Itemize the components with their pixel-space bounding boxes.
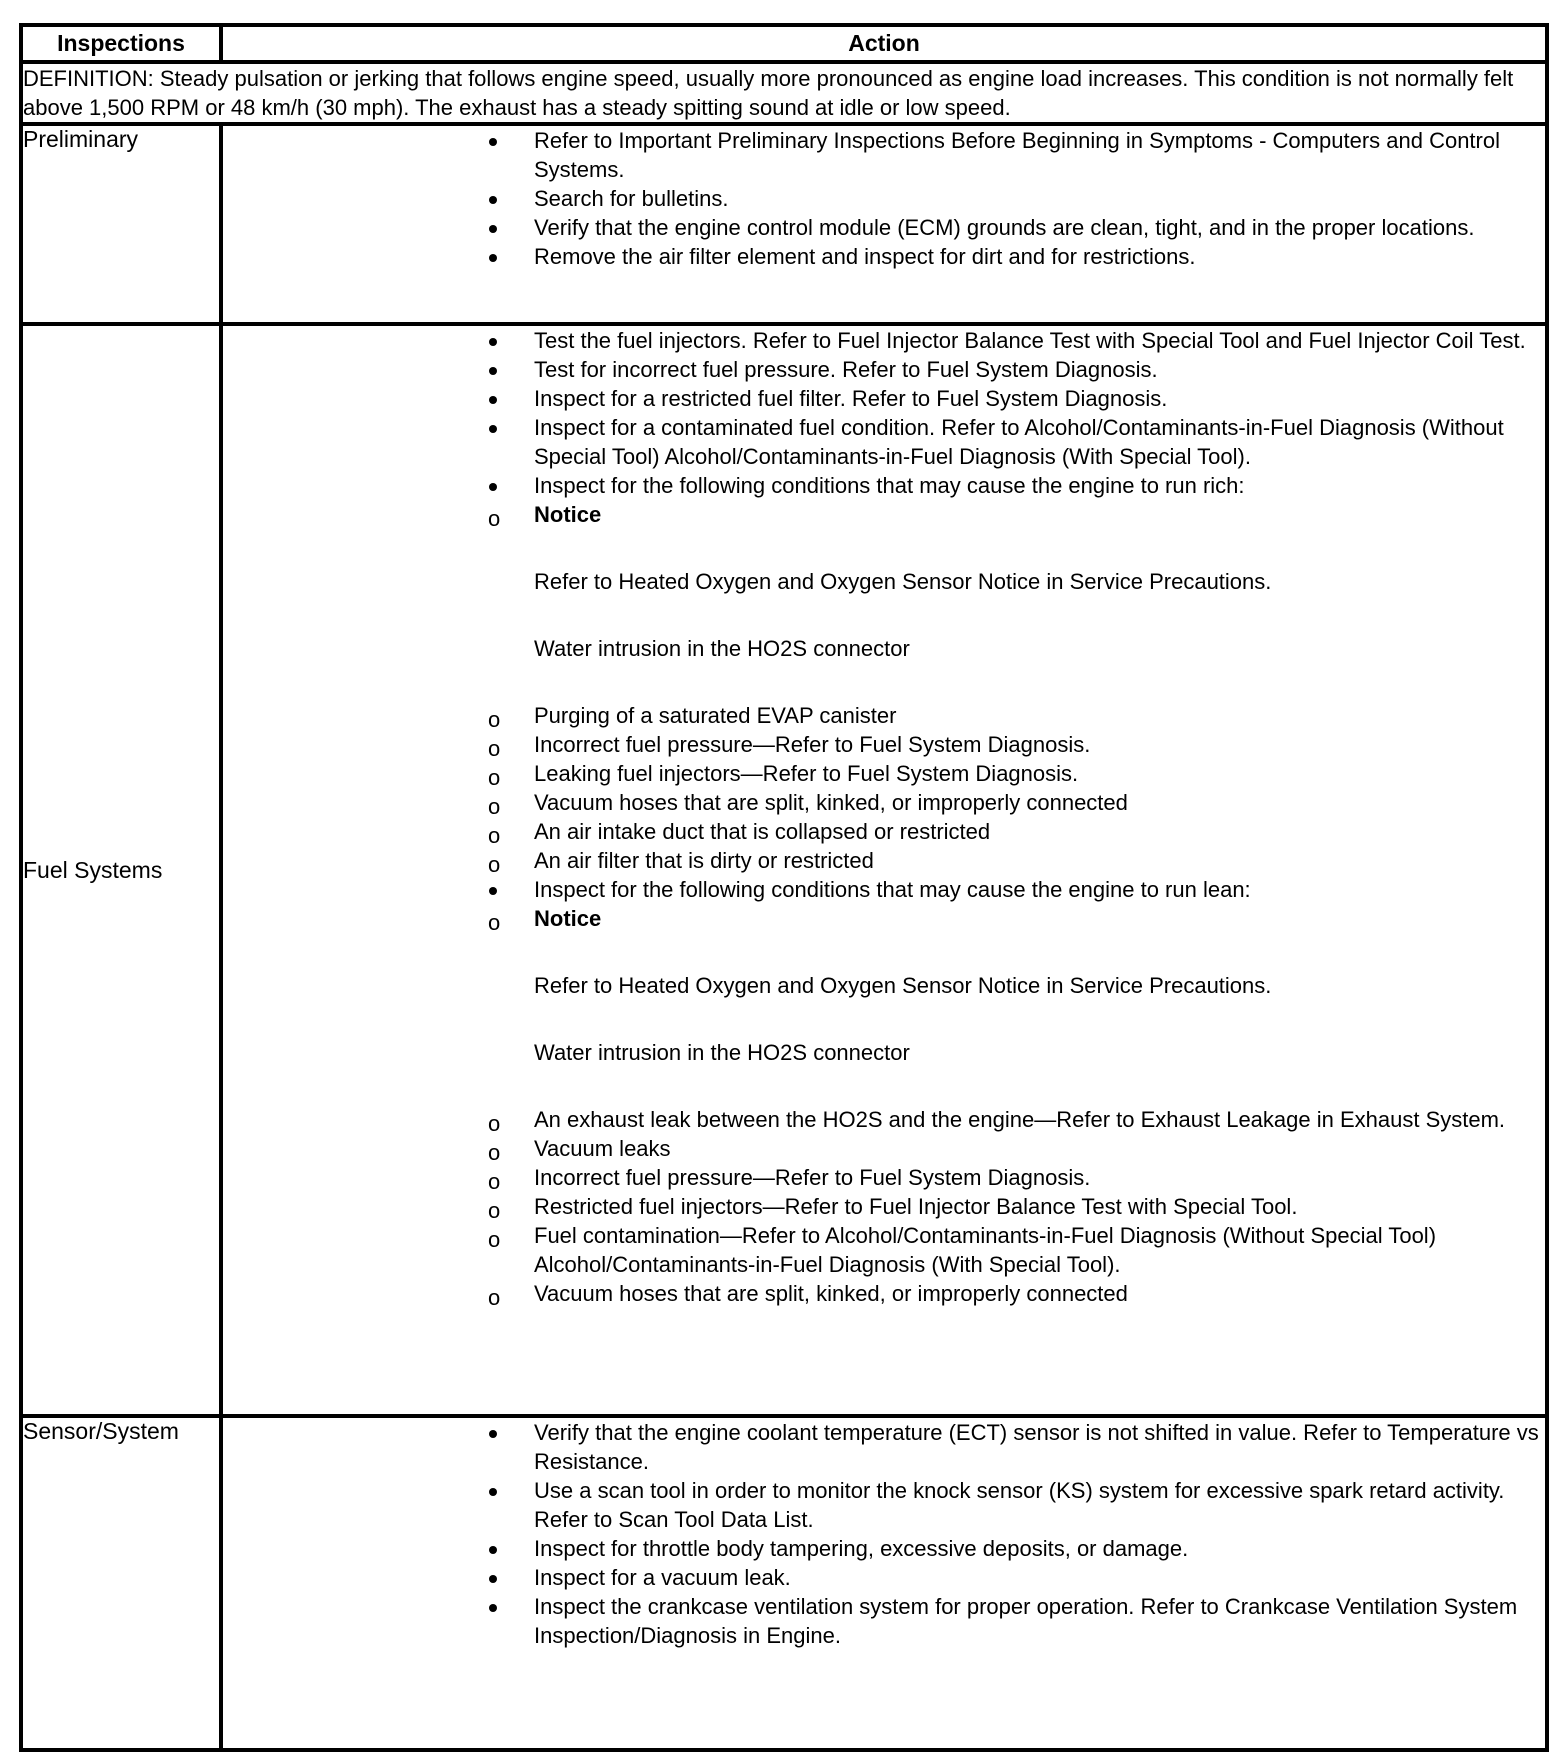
list-item: o Vacuum leaks	[488, 1136, 671, 1165]
notice-item	[434, 904, 1545, 1105]
list-item: Inspect the crankcase ventilation system for proper operation. Refer to Crankcase Ventilation System Inspection/Diagnosis in Engine.	[223, 1592, 1545, 1650]
list-item: Verify that the engine control module (ECM) grounds are clean, tight, and in the proper locations.	[223, 213, 1545, 242]
list-item: Test the fuel injectors. Refer to Fuel Injector Balance Test with Special Tool and Fuel Injector Coil Test.	[223, 326, 1545, 355]
list-item: Search for bulletins.	[223, 184, 1545, 213]
bullet-icon	[489, 396, 497, 404]
list-item: o Vacuum hoses that are split, kinked, or improperly connected	[488, 1281, 1128, 1310]
table-row	[21, 1416, 1547, 1750]
bullet-icon	[489, 1604, 497, 1612]
list-item: Use a scan tool in order to monitor the knock sensor (KS) system for excessive spark retard activity. Refer to Scan Tool Data List.	[223, 1476, 1545, 1534]
circle-bullet-icon: o	[488, 506, 501, 531]
actions-sensor-system	[221, 1416, 1547, 1750]
notice-text: Refer to Heated Oxygen and Oxygen Sensor Notice in Service Precautions.	[534, 569, 1272, 594]
list-item: Inspect for a vacuum leak.	[223, 1563, 1545, 1592]
list-item: Inspect for throttle body tampering, excessive deposits, or damage.	[223, 1534, 1545, 1563]
bullet-icon	[489, 1546, 497, 1554]
list-item: Test for incorrect fuel pressure. Refer to Fuel System Diagnosis.	[223, 355, 1545, 384]
bullet-icon	[489, 196, 497, 204]
circle-bullet-icon: o	[488, 736, 501, 761]
list-item: Refer to Important Preliminary Inspections Before Beginning in Symptoms - Computers and Control Systems.	[223, 126, 1545, 184]
bullet-icon	[489, 254, 497, 262]
notice-title: Notice	[534, 906, 602, 931]
row-label-sensor-system: Sensor/System	[21, 1416, 221, 1750]
list-item: o Vacuum hoses that are split, kinked, or improperly connected	[488, 790, 1128, 819]
circle-bullet-icon: o	[488, 1285, 501, 1310]
row-label-fuel-systems: Fuel Systems	[21, 324, 221, 1416]
list-item: o Incorrect fuel pressure—Refer to Fuel System Diagnosis.	[488, 1165, 1091, 1194]
row-label-preliminary: Preliminary	[21, 124, 221, 324]
list-item: o Restricted fuel injectors—Refer to Fuel Injector Balance Test with Special Tool.	[488, 1194, 1298, 1223]
list-item: o Fuel contamination—Refer to Alcohol/Contaminants-in-Fuel Diagnosis (Without Special Tool) Alcohol/Contaminants-in-Fuel Diagnosis (With Special Tool).	[488, 1223, 1437, 1277]
bullet-icon	[489, 138, 497, 146]
circle-bullet-icon: o	[488, 823, 501, 848]
actions-preliminary	[221, 124, 1547, 324]
bullet-icon	[489, 367, 497, 375]
circle-bullet-icon: o	[488, 1111, 501, 1136]
notice-extra: Water intrusion in the HO2S connector	[534, 636, 910, 661]
notice-text: Refer to Heated Oxygen and Oxygen Sensor Notice in Service Precautions.	[534, 973, 1272, 998]
list-item: Inspect for a restricted fuel filter. Refer to Fuel System Diagnosis.	[223, 384, 1545, 413]
list-item: o An air intake duct that is collapsed or restricted	[488, 819, 991, 848]
bullet-icon	[489, 483, 497, 491]
circle-bullet-icon: o	[488, 852, 501, 877]
bullet-icon	[489, 425, 497, 433]
circle-bullet-icon: o	[488, 794, 501, 819]
list-item: o Purging of a saturated EVAP canister	[488, 703, 897, 732]
bullet-icon	[489, 1488, 497, 1496]
bullet-icon	[489, 1575, 497, 1583]
notice-title: Notice	[534, 502, 602, 527]
header-row	[21, 25, 1547, 62]
circle-bullet-icon: o	[488, 1198, 501, 1223]
list-item: o Leaking fuel injectors—Refer to Fuel System Diagnosis.	[488, 761, 1079, 790]
bullet-icon	[489, 1430, 497, 1438]
inspections-header: Inspections	[21, 25, 221, 62]
bullet-icon	[489, 887, 497, 895]
actions-fuel-systems	[221, 324, 1547, 1416]
action-header: Action	[221, 25, 1547, 62]
table-row	[21, 324, 1547, 1416]
circle-bullet-icon: o	[488, 1169, 501, 1194]
bullet-icon	[489, 225, 497, 233]
list-item: o An exhaust leak between the HO2S and the engine—Refer to Exhaust Leakage in Exhaust System.	[488, 1107, 1506, 1136]
list-item: Inspect for the following conditions that may cause the engine to run lean: o Notice Refer to Heated Oxygen and Oxygen Sensor Notice in Service Precautions. Water intrusion in the HO2S connector o An exhaust leak between the HO2S and the engine—Refer to Exhaust Leakage in Exhaust System. o Vacuum leaks o Incorrect fuel pressure—Refer to Fuel System Diagnosis. o Restricted fuel injectors—Refer to Fuel Injector Balance Test with Special Tool. o Fuel contamination—Refer to Alcohol/Contaminants-in-Fuel Diagnosis (Without Special Tool) Alcohol/Contaminants-in-Fuel Diagnosis (With Special Tool). o Vacuum hoses that are split, kinked, or improperly connected	[223, 875, 1545, 1308]
table-row	[21, 124, 1547, 324]
circle-bullet-icon: o	[488, 1140, 501, 1165]
inspection-table	[19, 23, 1549, 1752]
definition-row	[21, 62, 1547, 124]
notice-extra: Water intrusion in the HO2S connector	[534, 1040, 910, 1065]
list-item: Verify that the engine coolant temperature (ECT) sensor is not shifted in value. Refer to Temperature vs Resistance.	[223, 1418, 1545, 1476]
list-item: o An air filter that is dirty or restricted	[488, 848, 874, 877]
circle-bullet-icon: o	[488, 1227, 501, 1252]
circle-bullet-icon: o	[488, 910, 501, 935]
circle-bullet-icon: o	[488, 765, 501, 790]
list-item: Inspect for the following conditions that may cause the engine to run rich: o Notice Refer to Heated Oxygen and Oxygen Sensor Notice in Service Precautions. Water intrusion in the HO2S connector o Purging of a saturated EVAP canister o Incorrect fuel pressure—Refer to Fuel System Diagnosis. o Leaking fuel injectors—Refer to Fuel System Diagnosis. o Vacuum hoses that are split, kinked, or improperly connected o An air intake duct that is collapsed or restricted o An air filter that is dirty or restricted	[223, 471, 1545, 875]
circle-bullet-icon: o	[488, 707, 501, 732]
list-item: Remove the air filter element and inspect for dirt and for restrictions.	[223, 242, 1545, 271]
list-item: o Incorrect fuel pressure—Refer to Fuel System Diagnosis.	[488, 732, 1091, 761]
list-item: Inspect for a contaminated fuel condition. Refer to Alcohol/Contaminants-in-Fuel Diagnosis (Without Special Tool) Alcohol/Contaminants-in-Fuel Diagnosis (With Special Tool).	[223, 413, 1545, 471]
bullet-icon	[489, 338, 497, 346]
notice-item	[434, 500, 1545, 701]
definition-text: DEFINITION: Steady pulsation or jerking that follows engine speed, usually more pronounced as engine load increases. This condition is not normally felt above 1,500 RPM or 48 km/h (30 mph). The exhaust has a steady spitting sound at idle or low speed.	[21, 62, 1547, 124]
